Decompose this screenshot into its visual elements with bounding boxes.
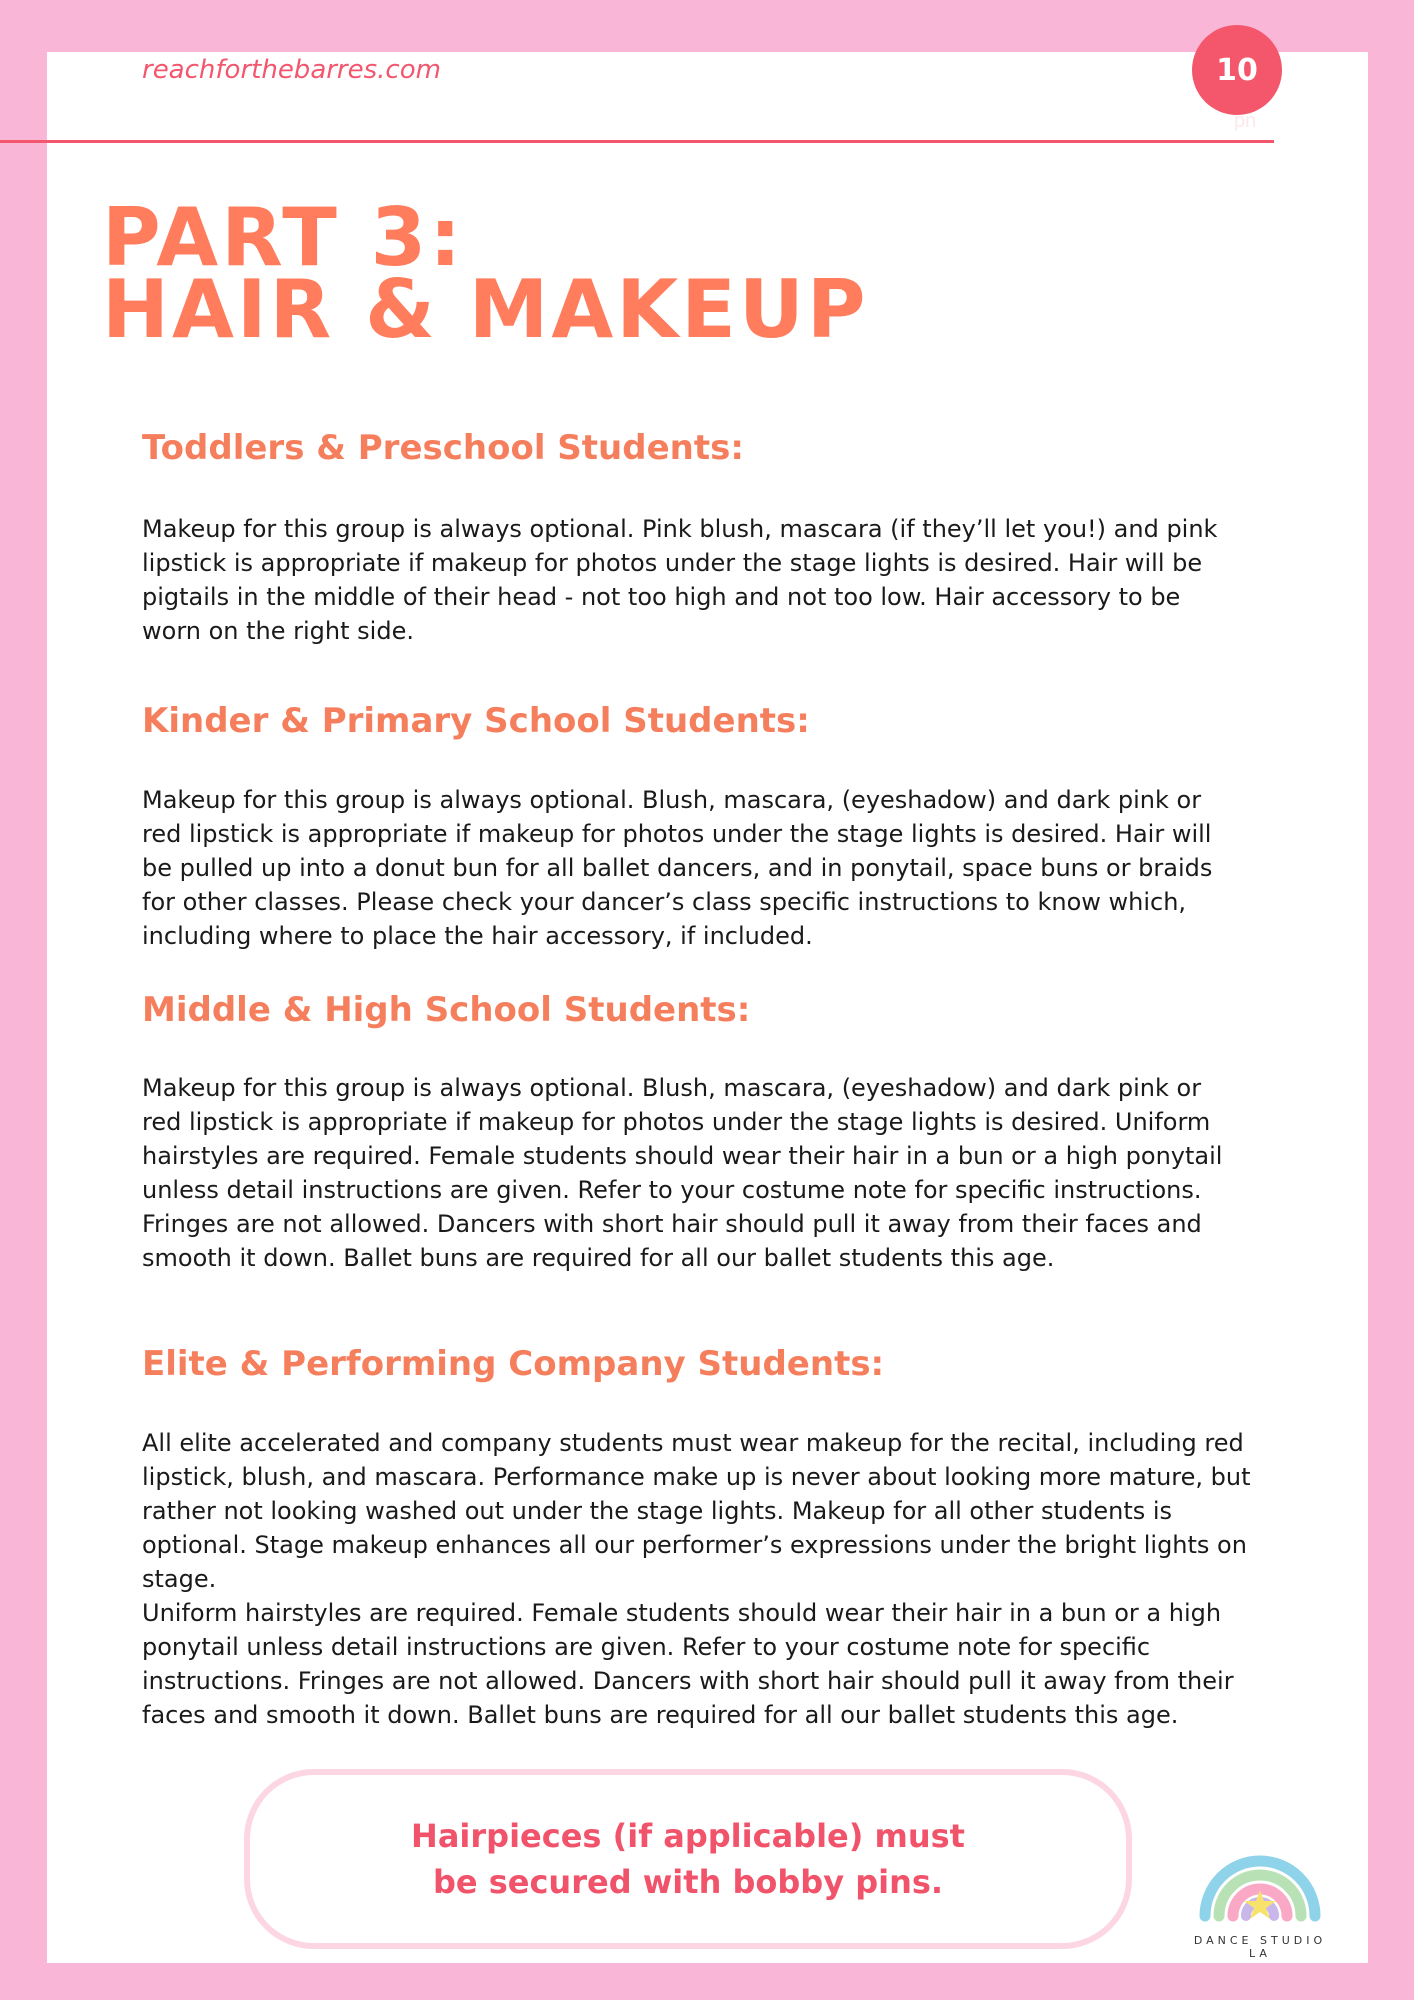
site-url[interactable]: reachforthebarres.com: [142, 55, 441, 85]
studio-name: DANCE STUDIO LA: [1193, 1934, 1327, 1960]
callout-text: [411, 1813, 965, 1905]
section-heading-kinder: Kinder & Primary School Students:: [142, 701, 810, 741]
section-body-kinder: Makeup for this group is always optional. Blush, mascara, (eyeshadow) and dark pink or red lipstick is appropriate if makeup for photos under the stage lights is desired. Hair will be pulled up into a donut bun for all ballet dancers, and in ponytail, space buns or braids for other classes. Please check your dancer’s class specific instructions to know which, including where to place the hair accessory, if included.: [142, 786, 1213, 950]
callout-line2: be secured with bobby pins.: [432, 1863, 944, 1901]
page-number-badge: 10: [1192, 25, 1282, 115]
section-body-elite-hair: Uniform hairstyles are required. Female students should wear their hair in a bun or a high ponytail unless detail instructions are given. Refer to your costume note for specific instructions. Fringes are not allowed. Dancers with short hair should pull it away from their faces and smooth it down. Ballet buns are required for all our ballet students this age.: [142, 1599, 1234, 1729]
bobby-pins-callout: [244, 1769, 1132, 1949]
section-heading-elite: Elite & Performing Company Students:: [142, 1344, 885, 1384]
page-title: [102, 191, 869, 356]
section-body-elite-makeup: All elite accelerated and company students must wear makeup for the recital, including red lipstick, blush, and mascara. Performance make up is never about looking more mature, but rather not looking washed out under the stage lights. Makeup for all other students is optional. Stage makeup enhances all our performer’s expressions under the bright lights on stage.: [142, 1429, 1251, 1593]
section-body-toddlers: Makeup for this group is always optional. Pink blush, mascara (if they’ll let you!) and pink lipstick is appropriate if makeup for photos under the stage lights is desired. Hair will be pigtails in the middle of their head - not too high and not too low. Hair accessory to be worn on the right side.: [142, 515, 1218, 645]
page-title-line1: PART 3:: [102, 191, 465, 284]
callout-line1: Hairpieces (if applicable) must: [411, 1817, 965, 1855]
header-divider: [0, 140, 1274, 143]
page-title-line2: HAIR & MAKEUP: [102, 263, 869, 356]
section-heading-toddlers: Toddlers & Preschool Students:: [142, 428, 744, 468]
section-body-middle-high: Makeup for this group is always optional. Blush, mascara, (eyeshadow) and dark pink or red lipstick is appropriate if makeup for photos under the stage lights is desired. Uniform hairstyles are required. Female students should wear their hair in a bun or a high ponytail unless detail instructions are given. Refer to your costume note for specific instructions. Fringes are not allowed. Dancers with short hair should pull it away from their faces and smooth it down. Ballet buns are required for all our ballet students this age.: [142, 1074, 1223, 1272]
studio-logo: [1180, 1826, 1340, 1960]
page-number-ghost: pn: [1234, 110, 1257, 132]
section-heading-middle-high: Middle & High School Students:: [142, 990, 751, 1030]
rainbow-star-icon: [1195, 1826, 1325, 1926]
